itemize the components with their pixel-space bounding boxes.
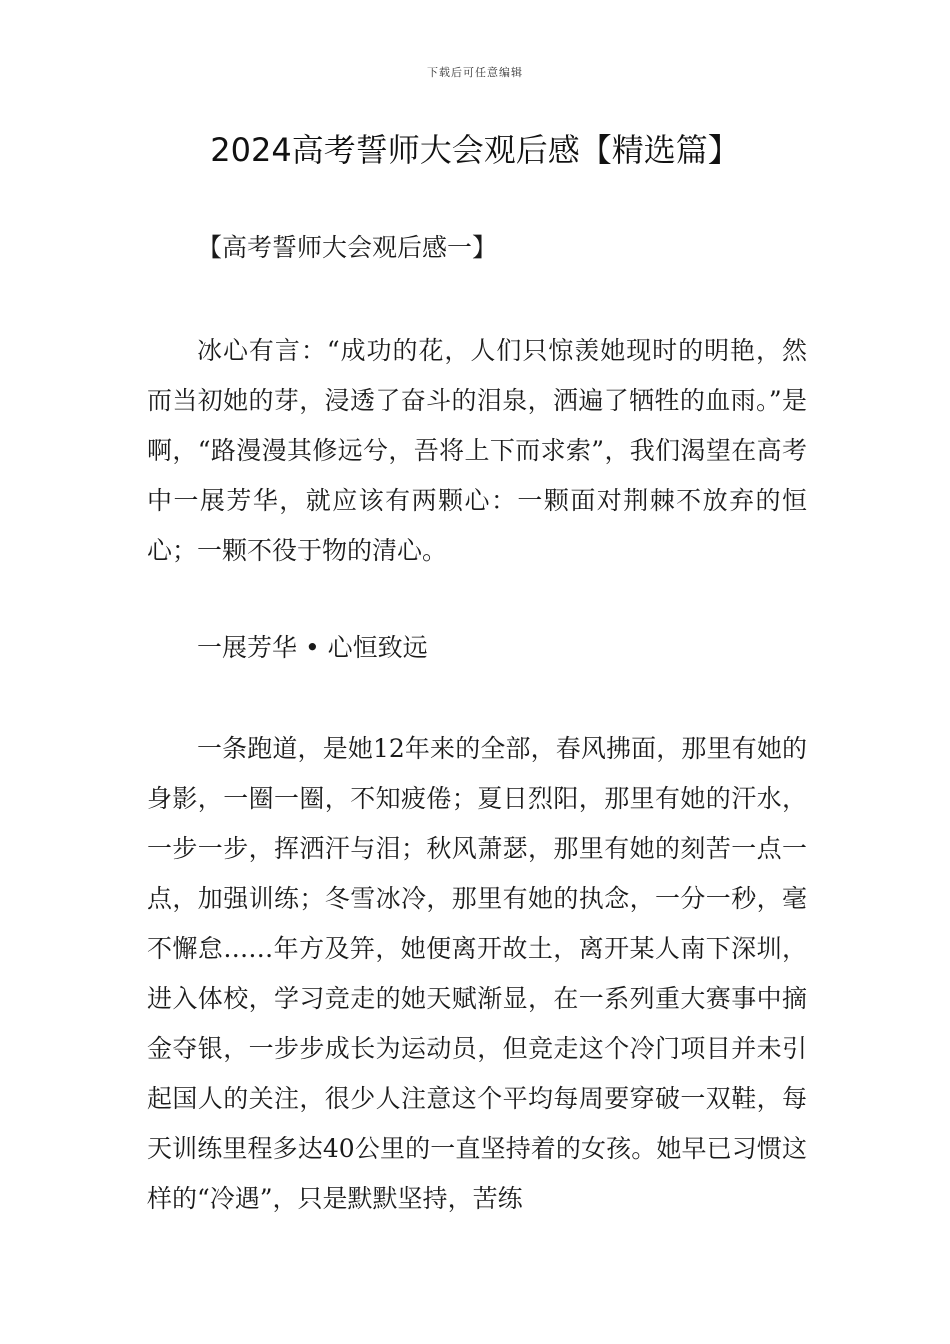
document-title: 2024高考誓师大会观后感【精选篇】 [210, 131, 740, 169]
paragraph-intro: 冰心有言：“成功的花，人们只惊羡她现时的明艳，然而当初她的芽，浸透了奋斗的泪泉，洒遍了牺牲的血雨。”是啊，“路漫漫其修远兮，吾将上下而求索”，我们渴望在高考中一展芳华，就应该有两颗心：一颗面对荆棘不放弃的恒心；一颗不役于物的清心。 [147, 336, 807, 565]
header-note: 下载后可任意编辑 [427, 66, 523, 79]
section-heading: 【高考誓师大会观后感一】 [197, 233, 498, 262]
subheading: 一展芳华 • 心恒致远 [197, 633, 428, 662]
paragraph-story: 一条跑道，是她12年来的全部，春风拂面，那里有她的身影，一圈一圈，不知疲倦；夏日烈阳，那里有她的汗水，一步一步，挥洒汗与泪；秋风萧瑟，那里有她的刻苦一点一点，加强训练；冬雪冰冷，那里有她的执念，一分一秒，毫不懈怠……年方及笄，她便离开故土，离开某人南下深圳，进入体校，学习竞走的她天赋渐显，在一系列重大赛事中摘金夺银，一步步成长为运动员，但竞走这个冷门项目并未引起国人的关注，很少人注意这个平均每周要穿破一双鞋，每天训练里程多达40公里的一直坚持着的女孩。她早已习惯这样的“冷遇”，只是默默坚持，苦练 [147, 734, 807, 1213]
